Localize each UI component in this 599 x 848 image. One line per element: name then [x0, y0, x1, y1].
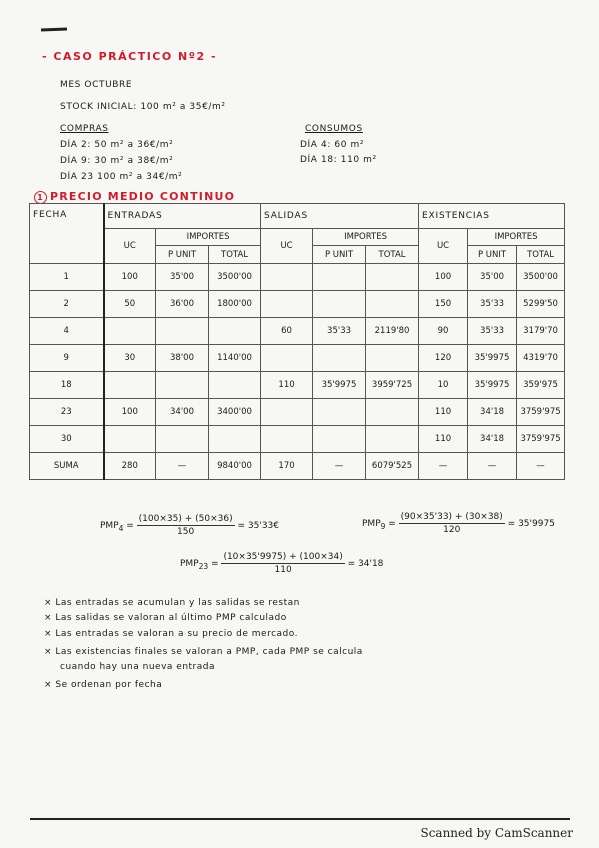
- formula-pmp4: $PMP_4$ = $\frac{(100\times 35) + (50\times 36)}{150}$ = 35'33€: [100, 514, 279, 537]
- value-cell: [156, 426, 209, 453]
- date-cell: 9: [30, 345, 104, 372]
- value-cell: 3400'00: [209, 399, 261, 426]
- uc-header: UC: [419, 229, 468, 264]
- note-item: × Las salidas se valoran al último PMP calculado: [44, 613, 287, 623]
- uc-header: UC: [104, 229, 156, 264]
- value-cell: 35'33: [468, 291, 517, 318]
- section-heading: [34, 190, 235, 204]
- total-header: TOTAL: [209, 246, 261, 264]
- value-cell: 3759'975: [517, 426, 565, 453]
- value-cell: —: [313, 453, 366, 480]
- value-cell: 35'9975: [468, 372, 517, 399]
- value-cell: [313, 345, 366, 372]
- value-cell: [366, 399, 419, 426]
- formula-label: PMP: [180, 559, 199, 569]
- inventory-table: [29, 203, 565, 480]
- formula-result: = 34'18: [347, 559, 384, 569]
- value-cell: 9840'00: [209, 453, 261, 480]
- value-cell: [366, 426, 419, 453]
- punit-header: P UNIT: [468, 246, 517, 264]
- value-cell: 3759'975: [517, 399, 565, 426]
- value-cell: [313, 399, 366, 426]
- value-cell: 60: [261, 318, 313, 345]
- value-cell: 50: [104, 291, 156, 318]
- total-header: TOTAL: [366, 246, 419, 264]
- value-cell: [261, 345, 313, 372]
- value-cell: 35'00: [468, 264, 517, 291]
- date-cell: 1: [30, 264, 104, 291]
- date-cell: 18: [30, 372, 104, 399]
- value-cell: 35'33: [313, 318, 366, 345]
- value-cell: 34'00: [156, 399, 209, 426]
- uc-header: UC: [261, 229, 313, 264]
- value-cell: 90: [419, 318, 468, 345]
- purchase-item: DÍA 23 100 m² a 34€/m²: [60, 172, 183, 182]
- table-row: [30, 372, 565, 399]
- punit-header: P UNIT: [156, 246, 209, 264]
- value-cell: 280: [104, 453, 156, 480]
- importes-header: IMPORTES: [313, 229, 419, 246]
- value-cell: —: [468, 453, 517, 480]
- formula-denominator: 150: [177, 527, 195, 537]
- value-cell: [209, 318, 261, 345]
- value-cell: [366, 291, 419, 318]
- consumption-item: DÍA 4: 60 m²: [300, 140, 365, 150]
- formula-denominator: 120: [443, 525, 461, 535]
- value-cell: [261, 291, 313, 318]
- value-cell: 30: [104, 345, 156, 372]
- purchase-item: DÍA 9: 30 m² a 38€/m²: [60, 156, 174, 166]
- table-row: [30, 345, 565, 372]
- value-cell: 36'00: [156, 291, 209, 318]
- value-cell: 5299'50: [517, 291, 565, 318]
- value-cell: 3179'70: [517, 318, 565, 345]
- value-cell: —: [517, 453, 565, 480]
- value-cell: 35'33: [468, 318, 517, 345]
- value-cell: 2119'80: [366, 318, 419, 345]
- value-cell: [104, 372, 156, 399]
- formula-result: = 35'9975: [507, 519, 555, 529]
- value-cell: [313, 291, 366, 318]
- formula-denominator: 110: [274, 565, 292, 575]
- table-row: [30, 264, 565, 291]
- value-cell: [313, 264, 366, 291]
- entradas-header: ENTRADAS: [104, 204, 261, 229]
- value-cell: 100: [104, 399, 156, 426]
- value-cell: 34'18: [468, 426, 517, 453]
- formula-numerator: (90×35'33) + (30×38): [400, 512, 503, 522]
- importes-header: IMPORTES: [156, 229, 261, 246]
- value-cell: 1140'00: [209, 345, 261, 372]
- value-cell: [366, 345, 419, 372]
- value-cell: 100: [419, 264, 468, 291]
- value-cell: [104, 426, 156, 453]
- existencias-header: EXISTENCIAS: [419, 204, 565, 229]
- value-cell: 1800'00: [209, 291, 261, 318]
- formula-numerator: (10×35'9975) + (100×34): [223, 552, 343, 562]
- value-cell: [156, 372, 209, 399]
- formula-pmp9: $PMP_9$ = $\frac{(90\times 35'33) + (30\times 38)}{120}$ = 35'9975: [362, 512, 555, 535]
- value-cell: 150: [419, 291, 468, 318]
- month-label: MES OCTUBRE: [60, 80, 133, 90]
- value-cell: 34'18: [468, 399, 517, 426]
- value-cell: [209, 372, 261, 399]
- document-title: - CASO PRÁCTICO Nº2 -: [42, 50, 218, 63]
- value-cell: —: [156, 453, 209, 480]
- fecha-header: FECHA: [30, 204, 104, 264]
- note-item: cuando hay una nueva entrada: [60, 662, 216, 672]
- value-cell: 359'975: [517, 372, 565, 399]
- total-header: TOTAL: [517, 246, 565, 264]
- value-cell: 35'9975: [468, 345, 517, 372]
- value-cell: 6079'525: [366, 453, 419, 480]
- section-title: PRECIO MEDIO CONTINUO: [50, 190, 236, 203]
- pen-mark: [41, 28, 67, 32]
- scanner-watermark: Scanned by CamScanner: [420, 826, 573, 840]
- value-cell: 38'00: [156, 345, 209, 372]
- value-cell: 3500'00: [209, 264, 261, 291]
- note-item: × Se ordenan por fecha: [44, 680, 163, 690]
- formula-label: PMP: [100, 521, 119, 531]
- value-cell: 4319'70: [517, 345, 565, 372]
- value-cell: [156, 318, 209, 345]
- table-body: [30, 264, 565, 480]
- importes-header: IMPORTES: [468, 229, 565, 246]
- value-cell: 110: [419, 399, 468, 426]
- table-row: [30, 291, 565, 318]
- section-number: 1: [34, 191, 47, 204]
- value-cell: —: [419, 453, 468, 480]
- sum-row: [30, 453, 565, 480]
- value-cell: 3959'725: [366, 372, 419, 399]
- date-cell: 30: [30, 426, 104, 453]
- value-cell: 110: [261, 372, 313, 399]
- note-item: × Las entradas se acumulan y las salidas se restan: [44, 598, 300, 608]
- table-row: [30, 399, 565, 426]
- value-cell: 35'9975: [313, 372, 366, 399]
- value-cell: [261, 264, 313, 291]
- consumption-item: DÍA 18: 110 m²: [300, 155, 377, 165]
- note-item: × Las existencias finales se valoran a PMP, cada PMP se calcula: [44, 647, 363, 657]
- value-cell: [366, 264, 419, 291]
- value-cell: 120: [419, 345, 468, 372]
- date-cell: SUMA: [30, 453, 104, 480]
- formula-numerator: (100×35) + (50×36): [138, 514, 233, 524]
- note-item: × Las entradas se valoran a su precio de mercado.: [44, 629, 298, 639]
- value-cell: [261, 399, 313, 426]
- value-cell: 10: [419, 372, 468, 399]
- value-cell: 3500'00: [517, 264, 565, 291]
- formula-subscript: 23: [198, 561, 209, 571]
- value-cell: [313, 426, 366, 453]
- value-cell: [261, 426, 313, 453]
- purchase-item: DÍA 2: 50 m² a 36€/m²: [60, 140, 174, 150]
- punit-header: P UNIT: [313, 246, 366, 264]
- table-row: [30, 426, 565, 453]
- date-cell: 2: [30, 291, 104, 318]
- value-cell: 170: [261, 453, 313, 480]
- formula-pmp23: $PMP_{23}$ = $\frac{(10\times 35'9975) + (100\times 34)}{110}$ = 34'18: [180, 552, 384, 575]
- value-cell: 35'00: [156, 264, 209, 291]
- value-cell: 110: [419, 426, 468, 453]
- value-cell: [104, 318, 156, 345]
- formula-label: PMP: [362, 519, 381, 529]
- formula-result: = 35'33€: [237, 521, 279, 531]
- salidas-header: SALIDAS: [261, 204, 419, 229]
- initial-stock: STOCK INICIAL: 100 m² a 35€/m²: [60, 102, 226, 112]
- consumptions-heading: CONSUMOS: [305, 124, 363, 134]
- value-cell: [209, 426, 261, 453]
- formula-subscript: 9: [380, 521, 386, 531]
- purchases-heading: COMPRAS: [60, 124, 109, 134]
- table-row: [30, 318, 565, 345]
- date-cell: 23: [30, 399, 104, 426]
- page-bottom-rule: [30, 818, 570, 820]
- date-cell: 4: [30, 318, 104, 345]
- value-cell: 100: [104, 264, 156, 291]
- formula-subscript: 4: [118, 523, 124, 533]
